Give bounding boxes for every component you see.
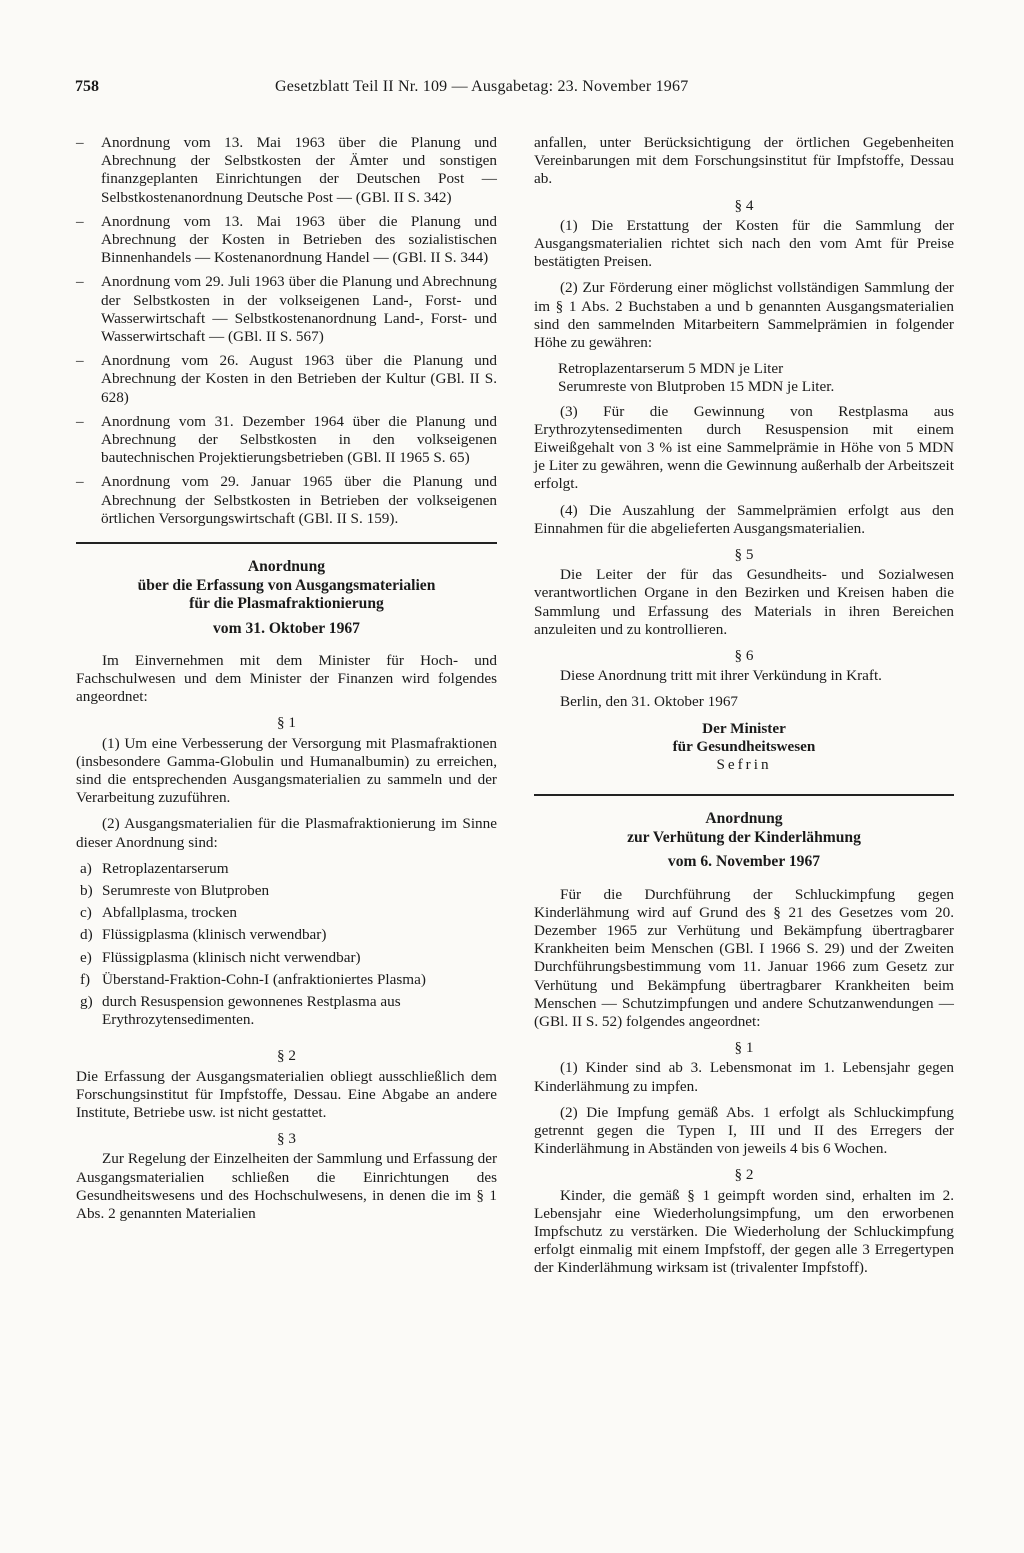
premium-amount: Serumreste von Blutproben 15 MDN je Liter. xyxy=(558,378,835,396)
page-header xyxy=(75,78,975,102)
signer-name: Sefrin xyxy=(716,756,772,774)
dash-item: – Anordnung vom 29. Januar 1965 über die Planung und Abrechnung der Selbstkosten in Betrieben der volkseigenen örtlichen Versorgungswirtschaft (GBl. II S. 159). xyxy=(76,473,497,528)
dash-list xyxy=(76,134,497,528)
section-paragraph: Kinder, die gemäß § 1 geimpft worden sind, erhalten im 2. Lebensjahr eine Wiederholungsimpfung, um den erworbenen Impfschutz zu verstärken. Die Wiederholung der Schluckimpfung erfolgt einmalig mit einem Impfstoff, der gegen alle 3 Erregertypen der Kinderlähmung wirksam ist (trivalenter Impfstoff). xyxy=(534,1186,954,1277)
section-paragraph: (1) Kinder sind ab 3. Lebensmonat im 1. Lebensjahr gegen Kinderlähmung zu impfen. xyxy=(534,1059,954,1095)
list-item: g) durch Resuspension gewonnenes Restplasma aus Erythrozytensedimenten. xyxy=(80,993,401,1029)
section-paragraph: (1) Um eine Verbesserung der Versorgung mit Plasmafraktionen (insbesondere Gamma-Globulin und Humanalbumin) zu erreichen, sind die entsprechenden Ausgangsmaterialien zu sammeln und der Verarbeitung zuzuführen. xyxy=(76,734,497,807)
list-item: a) Retroplazentarserum xyxy=(80,859,229,877)
running-title: Gesetzblatt Teil II Nr. 109 — Ausgabetag: 23. November 1967 xyxy=(275,78,689,95)
premium-amount: Retroplazentarserum 5 MDN je Liter xyxy=(558,360,784,378)
section-paragraph: (3) Für die Gewinnung von Restplasma aus Erythrozytensedimenten durch Resuspension mit einem Eiweißgehalt von 3 % ist eine Sammelprämie in Höhe von 5 MDN je Liter zu gewähren, wenn die Gewinnung außerhalb der Arbeitszeit erfolgt. xyxy=(534,402,954,493)
dash-item: – Anordnung vom 13. Mai 1963 über die Planung und Abrechnung der Kosten in Betrieben des sozialistischen Binnenhandels — Kostenanordnung Handel — (GBl. II S. 344) xyxy=(76,213,497,268)
section-divider xyxy=(534,794,954,796)
section-paragraph: (4) Die Auszahlung der Sammelprämien erfolgt aus den Einnahmen für die abgelieferten Ausgangsmaterialien. xyxy=(534,501,954,537)
section-divider xyxy=(76,542,497,544)
signer-title: für Gesundheitswesen xyxy=(672,737,816,755)
decree-intro: Für die Durchführung der Schluckimpfung gegen Kinderlähmung wird auf Grund des § 21 des Gesetzes vom 20. Dezember 1965 zur Verhütung und Bekämpfung übertragbarer Krankheiten beim Menschen (GBl. I 1966 S. 29) und der Zweiten Durchführungsbestimmung vom 11. Januar 1966 zum Gesetz zur Verhütung und Bekämpfung übertragbarer Krankheiten beim Menschen — Schutzimpfungen und andere Schutzanwendungen — (GBl. II S. 52) folgendes angeordnet: xyxy=(534,885,954,1030)
signer-title: Der Minister xyxy=(702,719,786,737)
decree-title-line: über die Erfassung von Ausgangsmaterialien xyxy=(137,576,436,594)
place-date: Berlin, den 31. Oktober 1967 xyxy=(560,693,739,711)
section-paragraph: anfallen, unter Berücksichtigung der örtlichen Gegebenheiten Vereinbarungen mit dem Forschungsinstitut für Impfstoffe, Dessau ab. xyxy=(534,134,954,188)
section-paragraph: (2) Die Impfung gemäß Abs. 1 erfolgt als Schluckimpfung getrennt gegen die Typen I, III und II des Erregers der Kinderlähmung in Abständen von jeweils 4 bis 6 Wochen. xyxy=(534,1103,954,1158)
list-item: e) Flüssigplasma (klinisch nicht verwendbar) xyxy=(80,948,361,966)
section-paragraph: Zur Regelung der Einzelheiten der Sammlung und Erfassung der Ausgangsmaterialien schließen die Einrichtungen des Gesundheitswesens und des Hochschulwesens, in denen die im § 1 Abs. 2 genannten Materialien xyxy=(76,1150,497,1223)
section-heading: § 5 xyxy=(734,546,754,564)
decree-title-line: Anordnung xyxy=(705,810,783,828)
dash-item: – Anordnung vom 29. Juli 1963 über die Planung und Abrechnung der Selbstkosten in der volkseigenen Land-, Forst- und Wasserwirtschaft — Selbstkostenanordnung Land-, Forst- und Wasserwirtschaft — (GBl. II S. 567) xyxy=(76,273,497,346)
material-list xyxy=(76,860,497,1030)
section-heading: § 2 xyxy=(734,1166,754,1184)
section-paragraph: (2) Zur Förderung einer möglichst vollständigen Sammlung der im § 1 Abs. 2 Buchstaben a und b genannten Ausgangsmaterialien sind den sammelnden Mitarbeitern Sammelprämien in folgender Höhe zu gewähren: xyxy=(534,279,954,352)
section-heading: § 1 xyxy=(277,714,296,732)
decree-title-line: Anordnung xyxy=(247,558,326,576)
section-heading: § 6 xyxy=(734,647,754,665)
section-heading: § 2 xyxy=(277,1047,296,1065)
list-item: b) Serumreste von Blutproben xyxy=(80,882,270,899)
list-item: d) Flüssigplasma (klinisch verwendbar) xyxy=(80,926,327,944)
section-paragraph: Die Leiter der für das Gesundheits- und Sozialwesen verantwortlichen Organe in den Bezirken und Kreisen haben die Sammlung und Erfassung des Materials in ihren Bereichen anzuleiten und zu kontrollieren. xyxy=(534,566,954,638)
section-paragraph: Die Erfassung der Ausgangsmaterialien obliegt ausschließlich dem Forschungsinstitut für Impfstoffe, Dessau. Eine Abgabe an andere Institute, Betriebe usw. ist nicht gestattet. xyxy=(76,1067,497,1122)
decree-title-line: für die Plasmafraktionierung xyxy=(189,595,384,613)
dash-item: – Anordnung vom 26. August 1963 über die Planung und Abrechnung der Kosten in den Betrieben der Kultur (GBl. II S. 628) xyxy=(76,352,497,407)
list-item: f) Überstand-Fraktion-Cohn-I (anfraktioniertes Plasma) xyxy=(80,970,426,988)
decree-date: vom 31. Oktober 1967 xyxy=(213,619,360,637)
decree-date: vom 6. November 1967 xyxy=(667,853,821,871)
right-column xyxy=(534,134,954,1286)
section-paragraph: (1) Die Erstattung der Kosten für die Sammlung der Ausgangsmaterialien richtet sich nach den vom Amt für Preise bestätigten Preisen. xyxy=(534,216,954,271)
list-item: c) Abfallplasma, trocken xyxy=(80,904,237,922)
left-column xyxy=(76,134,497,1231)
dash-item: – Anordnung vom 31. Dezember 1964 über die Planung und Abrechnung der Selbstkosten in den volkseigenen bautechnischen Projektierungsbetrieben (GBl. II 1965 S. 65) xyxy=(76,413,497,468)
section-heading: § 4 xyxy=(734,196,754,214)
section-paragraph: (2) Ausgangsmaterialien für die Plasmafraktionierung im Sinne dieser Anordnung sind: xyxy=(76,815,497,851)
decree-title-line: zur Verhütung der Kinderlähmung xyxy=(627,828,861,846)
premium-amounts xyxy=(534,360,954,396)
decree-intro: Im Einvernehmen mit dem Minister für Hoch- und Fachschulwesen und dem Minister der Finanzen wird folgendes angeordnet: xyxy=(76,651,497,706)
section-heading: § 3 xyxy=(277,1130,296,1148)
page-number: 758 xyxy=(75,78,99,95)
section-heading: § 1 xyxy=(734,1039,754,1057)
section-paragraph: Diese Anordnung tritt mit ihrer Verkündung in Kraft. xyxy=(560,667,882,685)
dash-item: – Anordnung vom 13. Mai 1963 über die Planung und Abrechnung der Selbstkosten der Ämter und sonstigen finanzgeplanten Einrichtungen der Deutschen Post — Selbstkostenanordnung Deutsche Post — (GBl. II S. 342) xyxy=(76,134,497,207)
